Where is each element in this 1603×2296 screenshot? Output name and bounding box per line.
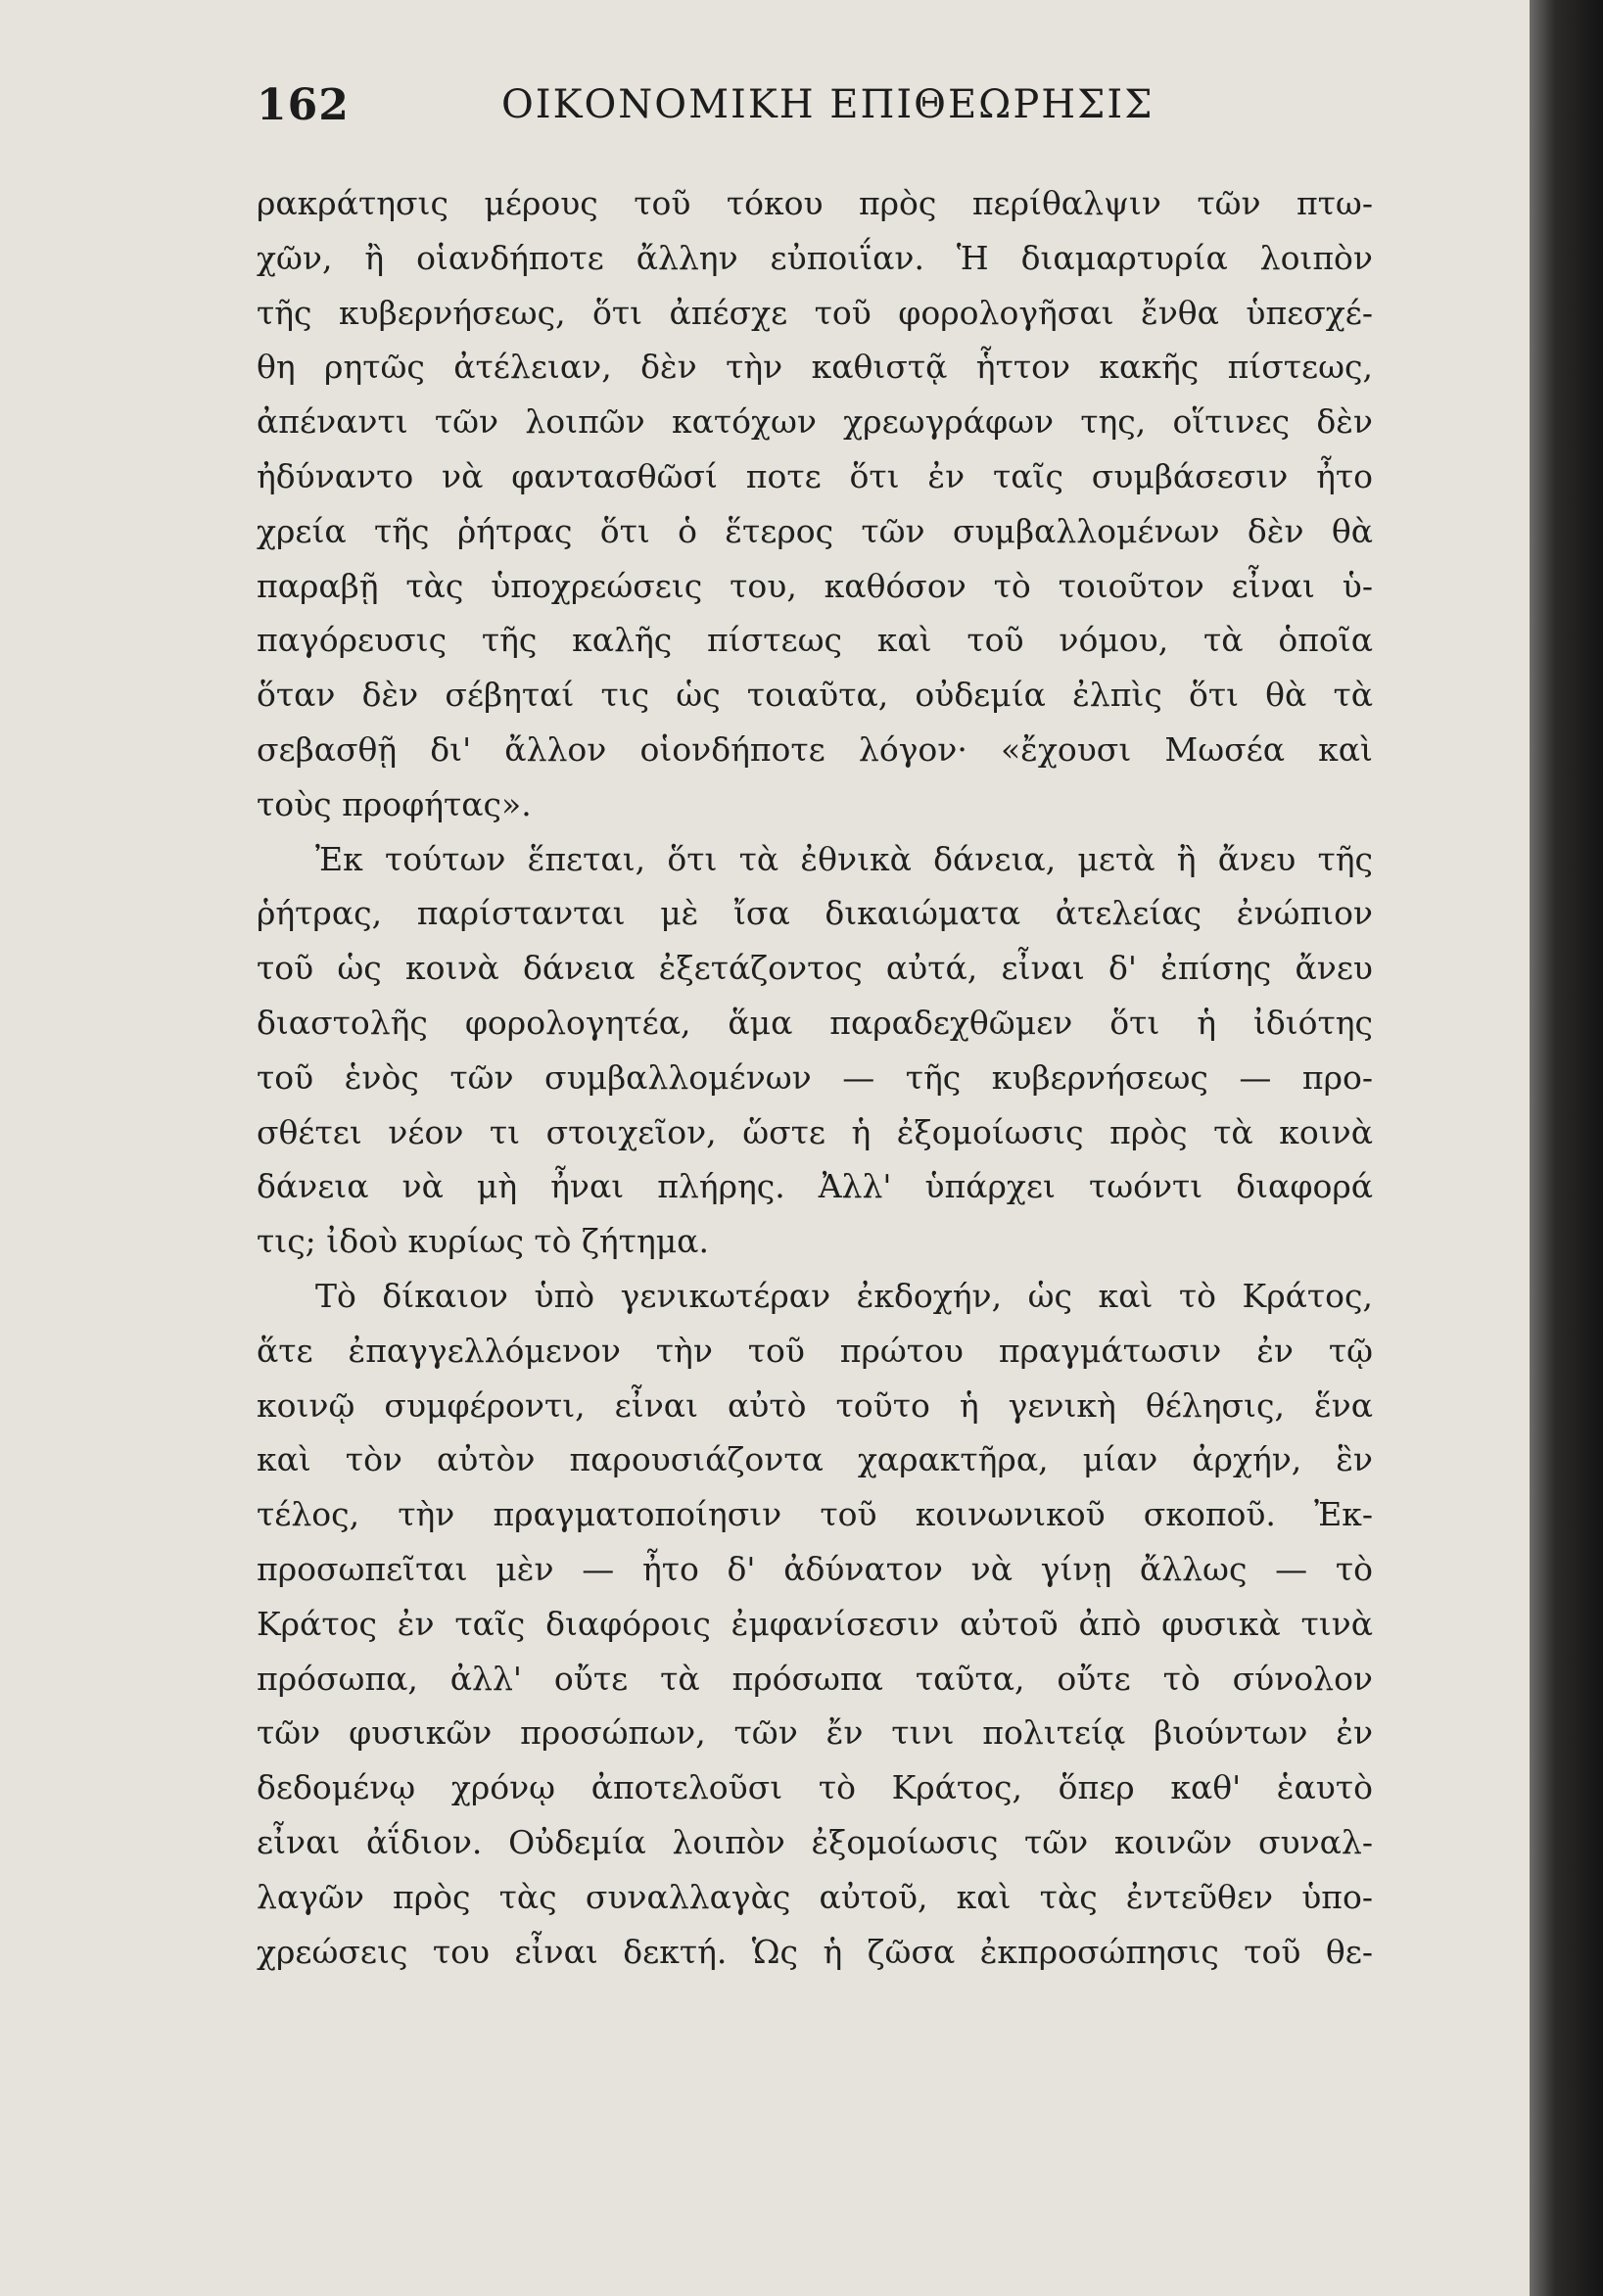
text-line: τοὺς προφήτας». xyxy=(257,784,532,823)
text-line: κοινῷ συμφέροντι, εἶναι αὐτὸ τοῦτο ἡ γενικὴ θέλησις, ἕνα xyxy=(257,1385,1373,1425)
text-line: θη ρητῶς ἀτέλειαν, δὲν τὴν καθιστᾷ ἧττον κακῆς πίστεως, xyxy=(257,348,1373,387)
text-line: ρακράτησις μέρους τοῦ τόκου πρὸς περίθαλψιν τῶν πτω- xyxy=(257,184,1373,222)
text-line: σθέτει νέον τι στοιχεῖον, ὥστε ἡ ἐξομοίωσις πρὸς τὰ κοινὰ xyxy=(257,1112,1373,1151)
text-line: χρεώσεις του εἶναι δεκτή. Ὡς ἡ ζῶσα ἐκπροσώπησις τοῦ θε- xyxy=(257,1932,1373,1971)
text-line: τοῦ ἑνὸς τῶν συμβαλλομένων — τῆς κυβερνήσεως — προ- xyxy=(257,1057,1373,1097)
text-line: προσωπεῖται μὲν — ἦτο δ' ἀδύνατον νὰ γίνῃ ἄλλως — τὸ xyxy=(257,1549,1373,1588)
text-line: διαστολῆς φορολογητέα, ἅμα παραδεχθῶμεν ὅτι ἡ ἰδιότης xyxy=(257,1003,1373,1042)
text-line: εἶναι ἀΐδιον. Οὐδεμία λοιπὸν ἐξομοίωσις τῶν κοινῶν συναλ- xyxy=(257,1822,1373,1861)
text-line: παγόρευσις τῆς καλῆς πίστεως καὶ τοῦ νόμου, τὰ ὁποῖα xyxy=(257,621,1373,660)
text-line: τοῦ ὡς κοινὰ δάνεια ἐξετάζοντος αὐτά, εἶναι δ' ἐπίσης ἄνευ xyxy=(257,949,1373,988)
text-line: χρεία τῆς ῥήτρας ὅτι ὁ ἕτερος τῶν συμβαλλομένων δὲν θὰ xyxy=(257,511,1373,550)
text-line: ὅταν δὲν σέβηταί τις ὡς τοιαῦτα, οὐδεμία ἐλπὶς ὅτι θὰ τὰ xyxy=(257,676,1373,715)
text-line: ῥήτρας, παρίστανται μὲ ἴσα δικαιώματα ἀτελείας ἐνώπιον xyxy=(257,894,1373,933)
text-line: παραβῇ τὰς ὑποχρεώσεις του, καθόσον τὸ τοιοῦτον εἶναι ὑ- xyxy=(257,566,1373,605)
running-title: ΟΙΚΟΝΟΜΙΚΗ ΕΠΙΘΕΩΡΗΣΙΣ xyxy=(501,82,1155,127)
text-line: χῶν, ἢ οἱανδήποτε ἄλλην εὐποιΐαν. Ἡ διαμαρτυρία λοιπὸν xyxy=(257,238,1373,277)
page-header xyxy=(257,80,1373,139)
page-number: 162 xyxy=(257,80,350,130)
body-text xyxy=(257,176,1373,1979)
text-line: δεδομένῳ χρόνῳ ἀποτελοῦσι τὸ Κράτος, ὅπερ καθ' ἑαυτὸ xyxy=(257,1768,1373,1807)
book-gutter-shadow xyxy=(1530,0,1603,2296)
paragraph-start-line: Ἐκ τούτων ἕπεται, ὅτι τὰ ἐθνικὰ δάνεια, μετὰ ἢ ἄνευ τῆς xyxy=(315,839,1373,878)
text-line: πρόσωπα, ἀλλ' οὔτε τὰ πρόσωπα ταῦτα, οὔτε τὸ σύνολον xyxy=(257,1659,1373,1698)
text-line: καὶ τὸν αὐτὸν παρουσιάζοντα χαρακτῆρα, μίαν ἀρχήν, ἓν xyxy=(257,1440,1373,1479)
text-line: δάνεια νὰ μὴ ἦναι πλήρης. Ἀλλ' ὑπάρχει τωόντι διαφορά xyxy=(257,1167,1373,1206)
text-line: σεβασθῇ δι' ἄλλον οἱονδήποτε λόγον· «ἔχουσι Μωσέα καὶ xyxy=(257,729,1373,769)
text-line: τις; ἰδοὺ κυρίως τὸ ζήτημα. xyxy=(257,1222,709,1261)
text-line: τέλος, τὴν πραγματοποίησιν τοῦ κοινωνικοῦ σκοποῦ. Ἐκ- xyxy=(257,1495,1373,1534)
text-line: τῆς κυβερνήσεως, ὅτι ἀπέσχε τοῦ φορολογῆσαι ἔνθα ὑπεσχέ- xyxy=(257,293,1373,332)
text-line: ἀπέναντι τῶν λοιπῶν κατόχων χρεωγράφων της, οἵτινες δὲν xyxy=(257,402,1373,442)
text-line: Κράτος ἐν ταῖς διαφόροις ἐμφανίσεσιν αὐτοῦ ἀπὸ φυσικὰ τινὰ xyxy=(257,1604,1373,1643)
text-line: ἠδύναντο νὰ φαντασθῶσί ποτε ὅτι ἐν ταῖς συμβάσεσιν ἦτο xyxy=(257,456,1373,495)
text-line: τῶν φυσικῶν προσώπων, τῶν ἔν τινι πολιτείᾳ βιούντων ἐν xyxy=(257,1713,1373,1753)
text-line: ἅτε ἐπαγγελλόμενον τὴν τοῦ πρώτου πραγμάτωσιν ἐν τῷ xyxy=(257,1331,1373,1370)
paragraph-start-line: Τὸ δίκαιον ὑπὸ γενικωτέραν ἐκδοχήν, ὡς καὶ τὸ Κράτος, xyxy=(315,1276,1373,1315)
text-line: λαγῶν πρὸς τὰς συναλλαγὰς αὐτοῦ, καὶ τὰς ἐντεῦθεν ὑπο- xyxy=(257,1877,1373,1916)
